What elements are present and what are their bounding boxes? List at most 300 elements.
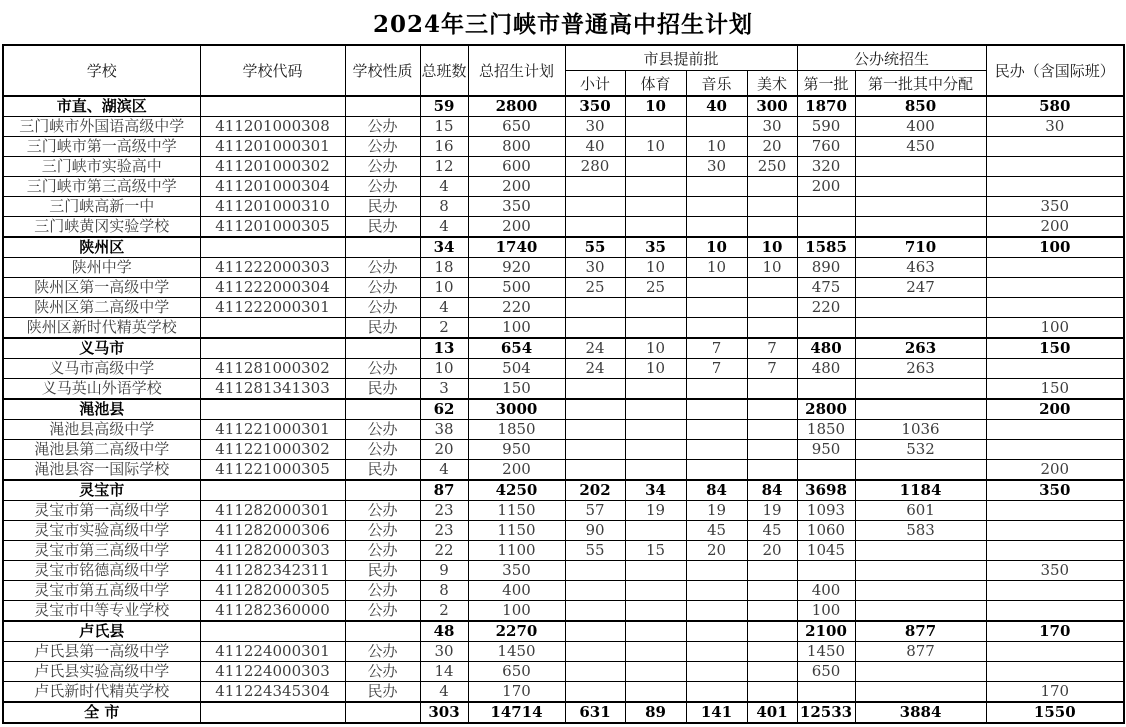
- cell-school-nature: 公办: [345, 601, 420, 622]
- cell-early-art: 30: [747, 117, 797, 137]
- cell-first-batch: 760: [797, 137, 855, 157]
- cell-private: [986, 278, 1124, 298]
- cell-early-music: [686, 642, 747, 662]
- cell-total-plan: 100: [468, 601, 565, 622]
- cell-early-music: [686, 197, 747, 217]
- cell-early-music: 10: [686, 258, 747, 278]
- cell-total-classes: 23: [420, 521, 468, 541]
- cell-school-name: 三门峡市实验高中: [3, 157, 200, 177]
- cell-early-music: [686, 379, 747, 400]
- cell-school-nature: [345, 237, 420, 258]
- cell-early-subtotal: [565, 217, 625, 238]
- cell-early-sports: 25: [625, 278, 686, 298]
- cell-school-code: 411221000301: [200, 420, 345, 440]
- cell-school-name: 陕州区第一高级中学: [3, 278, 200, 298]
- cell-total-plan: 3000: [468, 399, 565, 420]
- cell-early-subtotal: [565, 662, 625, 682]
- cell-early-subtotal: 55: [565, 237, 625, 258]
- cell-private: 100: [986, 318, 1124, 339]
- cell-total-plan: 600: [468, 157, 565, 177]
- col-header-first-batch-allocated: 第一批其中分配: [855, 71, 986, 97]
- cell-early-subtotal: 55: [565, 541, 625, 561]
- cell-school-nature: [345, 96, 420, 117]
- cell-total-classes: 4: [420, 177, 468, 197]
- cell-private: [986, 662, 1124, 682]
- cell-private: 30: [986, 117, 1124, 137]
- col-header-early-sports: 体育: [625, 71, 686, 97]
- cell-total-classes: 48: [420, 621, 468, 642]
- cell-total-classes: 22: [420, 541, 468, 561]
- cell-school-code: 411221000302: [200, 440, 345, 460]
- cell-early-sports: [625, 177, 686, 197]
- cell-early-sports: [625, 318, 686, 339]
- cell-early-subtotal: 202: [565, 480, 625, 501]
- section-row: [3, 237, 1124, 258]
- school-row: [3, 501, 1124, 521]
- cell-early-sports: [625, 117, 686, 137]
- cell-early-art: [747, 460, 797, 481]
- cell-early-subtotal: 24: [565, 338, 625, 359]
- cell-school-nature: 公办: [345, 521, 420, 541]
- cell-total-classes: 30: [420, 642, 468, 662]
- cell-total-plan: 200: [468, 217, 565, 238]
- cell-first-batch-allocated: [855, 460, 986, 481]
- col-header-total-classes: 总班数: [420, 45, 468, 96]
- school-row: [3, 137, 1124, 157]
- cell-early-subtotal: [565, 318, 625, 339]
- cell-private: [986, 440, 1124, 460]
- cell-total-classes: 62: [420, 399, 468, 420]
- cell-school-code: 411201000302: [200, 157, 345, 177]
- cell-early-sports: 10: [625, 96, 686, 117]
- cell-private: [986, 359, 1124, 379]
- cell-school-code: 411201000310: [200, 197, 345, 217]
- cell-early-subtotal: 30: [565, 117, 625, 137]
- cell-first-batch-allocated: 450: [855, 137, 986, 157]
- cell-early-music: 45: [686, 521, 747, 541]
- cell-early-music: 7: [686, 338, 747, 359]
- school-row: [3, 117, 1124, 137]
- cell-school-name: 三门峡高新一中: [3, 197, 200, 217]
- cell-private: [986, 258, 1124, 278]
- cell-early-sports: [625, 621, 686, 642]
- cell-first-batch-allocated: [855, 541, 986, 561]
- cell-school-code: 411224000301: [200, 642, 345, 662]
- cell-total-classes: 9: [420, 561, 468, 581]
- cell-early-sports: [625, 581, 686, 601]
- cell-early-sports: [625, 399, 686, 420]
- col-header-early-art: 美术: [747, 71, 797, 97]
- cell-early-sports: [625, 217, 686, 238]
- cell-total-classes: 59: [420, 96, 468, 117]
- cell-early-art: 20: [747, 137, 797, 157]
- cell-school-nature: [345, 399, 420, 420]
- cell-early-music: [686, 561, 747, 581]
- cell-first-batch: 950: [797, 440, 855, 460]
- cell-total-classes: 10: [420, 278, 468, 298]
- col-header-school-nature: 学校性质: [345, 45, 420, 96]
- cell-early-art: 20: [747, 541, 797, 561]
- cell-school-name: 市直、湖滨区: [3, 96, 200, 117]
- cell-school-name: 义马市高级中学: [3, 359, 200, 379]
- cell-total-classes: 12: [420, 157, 468, 177]
- cell-school-name: 三门峡市第三高级中学: [3, 177, 200, 197]
- cell-school-code: 411282000306: [200, 521, 345, 541]
- cell-school-name: 灵宝市第三高级中学: [3, 541, 200, 561]
- cell-first-batch-allocated: [855, 157, 986, 177]
- cell-early-music: [686, 177, 747, 197]
- cell-school-name: 灵宝市实验高级中学: [3, 521, 200, 541]
- col-header-first-batch: 第一批: [797, 71, 855, 97]
- cell-total-plan: 650: [468, 117, 565, 137]
- cell-total-classes: 38: [420, 420, 468, 440]
- cell-first-batch: 12533: [797, 702, 855, 723]
- cell-early-subtotal: 40: [565, 137, 625, 157]
- cell-school-code: 411222000304: [200, 278, 345, 298]
- cell-total-plan: 1100: [468, 541, 565, 561]
- cell-total-plan: 100: [468, 318, 565, 339]
- cell-total-classes: 2: [420, 601, 468, 622]
- cell-first-batch: 1870: [797, 96, 855, 117]
- col-group-early-batch: 市县提前批: [565, 45, 797, 71]
- cell-school-code: 411201000305: [200, 217, 345, 238]
- cell-total-classes: 4: [420, 682, 468, 703]
- cell-total-classes: 15: [420, 117, 468, 137]
- cell-early-art: 10: [747, 237, 797, 258]
- cell-total-plan: 200: [468, 177, 565, 197]
- cell-early-music: 84: [686, 480, 747, 501]
- cell-early-sports: [625, 197, 686, 217]
- cell-early-sports: 19: [625, 501, 686, 521]
- table-body: [3, 96, 1124, 723]
- cell-school-code: [200, 621, 345, 642]
- cell-first-batch: [797, 682, 855, 703]
- cell-early-subtotal: 280: [565, 157, 625, 177]
- cell-first-batch-allocated: 1184: [855, 480, 986, 501]
- cell-early-subtotal: 90: [565, 521, 625, 541]
- page-title: 2024年三门峡市普通高中招生计划: [372, 11, 753, 38]
- cell-total-plan: 1740: [468, 237, 565, 258]
- cell-first-batch-allocated: 400: [855, 117, 986, 137]
- table-header: [3, 45, 1124, 96]
- cell-private: 150: [986, 379, 1124, 400]
- cell-school-name: 义马英山外语学校: [3, 379, 200, 400]
- cell-school-nature: 民办: [345, 217, 420, 238]
- school-row: [3, 157, 1124, 177]
- cell-early-subtotal: [565, 601, 625, 622]
- cell-early-art: 45: [747, 521, 797, 541]
- school-row: [3, 217, 1124, 238]
- cell-private: 200: [986, 460, 1124, 481]
- cell-first-batch-allocated: [855, 298, 986, 318]
- cell-early-music: 10: [686, 137, 747, 157]
- cell-early-music: [686, 621, 747, 642]
- cell-total-classes: 4: [420, 298, 468, 318]
- cell-total-classes: 8: [420, 197, 468, 217]
- cell-early-subtotal: [565, 621, 625, 642]
- cell-total-classes: 8: [420, 581, 468, 601]
- cell-private: 1550: [986, 702, 1124, 723]
- cell-first-batch-allocated: 710: [855, 237, 986, 258]
- cell-early-music: [686, 682, 747, 703]
- school-row: [3, 197, 1124, 217]
- cell-early-subtotal: [565, 177, 625, 197]
- cell-total-classes: 18: [420, 258, 468, 278]
- cell-first-batch-allocated: 850: [855, 96, 986, 117]
- cell-school-name: 灵宝市铭德高级中学: [3, 561, 200, 581]
- cell-private: [986, 157, 1124, 177]
- school-row: [3, 541, 1124, 561]
- cell-first-batch-allocated: [855, 318, 986, 339]
- cell-school-nature: 民办: [345, 318, 420, 339]
- cell-school-name: 卢氏县实验高级中学: [3, 662, 200, 682]
- cell-school-code: [200, 237, 345, 258]
- cell-early-music: [686, 117, 747, 137]
- cell-private: [986, 541, 1124, 561]
- cell-private: 100: [986, 237, 1124, 258]
- cell-school-code: 411224345304: [200, 682, 345, 703]
- cell-school-code: 411201000304: [200, 177, 345, 197]
- school-row: [3, 318, 1124, 339]
- cell-private: 580: [986, 96, 1124, 117]
- cell-first-batch: 1850: [797, 420, 855, 440]
- cell-total-classes: 303: [420, 702, 468, 723]
- cell-early-subtotal: [565, 379, 625, 400]
- cell-early-music: 30: [686, 157, 747, 177]
- cell-early-art: [747, 399, 797, 420]
- cell-school-nature: 公办: [345, 581, 420, 601]
- cell-school-name: 灵宝市: [3, 480, 200, 501]
- cell-total-plan: 650: [468, 662, 565, 682]
- cell-early-sports: [625, 642, 686, 662]
- cell-school-name: 陕州区第二高级中学: [3, 298, 200, 318]
- section-row: [3, 621, 1124, 642]
- cell-first-batch-allocated: 532: [855, 440, 986, 460]
- cell-first-batch-allocated: 247: [855, 278, 986, 298]
- cell-first-batch-allocated: 601: [855, 501, 986, 521]
- cell-early-music: 40: [686, 96, 747, 117]
- cell-first-batch: 2800: [797, 399, 855, 420]
- cell-early-music: [686, 662, 747, 682]
- cell-school-nature: 公办: [345, 440, 420, 460]
- cell-first-batch: 650: [797, 662, 855, 682]
- cell-school-name: 全 市: [3, 702, 200, 723]
- cell-early-art: 7: [747, 359, 797, 379]
- cell-total-plan: 170: [468, 682, 565, 703]
- cell-school-name: 灵宝市第五高级中学: [3, 581, 200, 601]
- cell-school-name: 三门峡市第一高级中学: [3, 137, 200, 157]
- cell-total-plan: 1150: [468, 501, 565, 521]
- cell-total-classes: 4: [420, 460, 468, 481]
- cell-school-code: 411282360000: [200, 601, 345, 622]
- cell-private: [986, 501, 1124, 521]
- cell-first-batch-allocated: 463: [855, 258, 986, 278]
- cell-first-batch: 3698: [797, 480, 855, 501]
- cell-total-plan: 1450: [468, 642, 565, 662]
- cell-total-plan: 920: [468, 258, 565, 278]
- cell-early-subtotal: 24: [565, 359, 625, 379]
- cell-private: [986, 601, 1124, 622]
- cell-early-art: [747, 440, 797, 460]
- cell-total-classes: 2: [420, 318, 468, 339]
- cell-first-batch-allocated: [855, 217, 986, 238]
- cell-total-plan: 1850: [468, 420, 565, 440]
- cell-early-subtotal: 350: [565, 96, 625, 117]
- cell-private: [986, 420, 1124, 440]
- cell-early-art: [747, 298, 797, 318]
- cell-school-name: 陕州区: [3, 237, 200, 258]
- cell-early-music: 10: [686, 237, 747, 258]
- school-row: [3, 278, 1124, 298]
- cell-private: 200: [986, 217, 1124, 238]
- school-row: [3, 420, 1124, 440]
- cell-private: [986, 177, 1124, 197]
- cell-early-subtotal: 25: [565, 278, 625, 298]
- cell-early-sports: [625, 561, 686, 581]
- cell-early-music: 7: [686, 359, 747, 379]
- cell-school-nature: [345, 621, 420, 642]
- cell-school-name: 渑池县第二高级中学: [3, 440, 200, 460]
- cell-school-code: [200, 318, 345, 339]
- cell-school-name: 卢氏新时代精英学校: [3, 682, 200, 703]
- cell-school-nature: 公办: [345, 258, 420, 278]
- cell-first-batch: [797, 379, 855, 400]
- cell-first-batch-allocated: [855, 379, 986, 400]
- cell-total-classes: 4: [420, 217, 468, 238]
- cell-private: 350: [986, 561, 1124, 581]
- header-row-groups: [3, 45, 1124, 71]
- cell-first-batch-allocated: 877: [855, 642, 986, 662]
- cell-early-music: [686, 460, 747, 481]
- cell-first-batch: 1450: [797, 642, 855, 662]
- cell-school-code: 411201000308: [200, 117, 345, 137]
- cell-school-name: 三门峡市外国语高级中学: [3, 117, 200, 137]
- cell-first-batch: 475: [797, 278, 855, 298]
- cell-total-classes: 14: [420, 662, 468, 682]
- cell-first-batch-allocated: [855, 601, 986, 622]
- section-row: [3, 399, 1124, 420]
- cell-first-batch: 480: [797, 359, 855, 379]
- cell-early-art: [747, 662, 797, 682]
- cell-first-batch-allocated: [855, 177, 986, 197]
- cell-school-code: 411282342311: [200, 561, 345, 581]
- school-row: [3, 177, 1124, 197]
- cell-first-batch: [797, 561, 855, 581]
- cell-early-art: [747, 601, 797, 622]
- cell-first-batch: [797, 460, 855, 481]
- cell-early-music: [686, 217, 747, 238]
- school-row: [3, 682, 1124, 703]
- cell-early-sports: [625, 440, 686, 460]
- cell-early-sports: 10: [625, 359, 686, 379]
- cell-early-art: 300: [747, 96, 797, 117]
- cell-school-name: 渑池县高级中学: [3, 420, 200, 440]
- cell-school-nature: 民办: [345, 197, 420, 217]
- cell-school-code: 411281341303: [200, 379, 345, 400]
- cell-private: [986, 581, 1124, 601]
- col-header-private: 民办（含国际班）: [986, 45, 1124, 96]
- cell-total-classes: 23: [420, 501, 468, 521]
- cell-early-music: [686, 298, 747, 318]
- cell-first-batch-allocated: [855, 561, 986, 581]
- cell-school-name: 渑池县: [3, 399, 200, 420]
- cell-first-batch-allocated: [855, 682, 986, 703]
- school-row: [3, 642, 1124, 662]
- cell-early-subtotal: [565, 642, 625, 662]
- cell-school-code: [200, 702, 345, 723]
- cell-first-batch-allocated: 263: [855, 338, 986, 359]
- cell-total-plan: 14714: [468, 702, 565, 723]
- cell-school-nature: [345, 702, 420, 723]
- cell-first-batch: [797, 197, 855, 217]
- cell-school-code: 411221000305: [200, 460, 345, 481]
- cell-early-subtotal: [565, 581, 625, 601]
- cell-early-art: [747, 642, 797, 662]
- cell-school-nature: [345, 338, 420, 359]
- cell-school-name: 渑池县容一国际学校: [3, 460, 200, 481]
- cell-school-name: 灵宝市中等专业学校: [3, 601, 200, 622]
- cell-private: [986, 642, 1124, 662]
- school-row: [3, 460, 1124, 481]
- cell-school-code: 411224000303: [200, 662, 345, 682]
- section-row: [3, 702, 1124, 723]
- cell-school-nature: 公办: [345, 278, 420, 298]
- cell-early-sports: [625, 460, 686, 481]
- cell-early-sports: [625, 521, 686, 541]
- cell-early-sports: [625, 157, 686, 177]
- cell-private: 200: [986, 399, 1124, 420]
- cell-first-batch-allocated: [855, 197, 986, 217]
- cell-early-sports: [625, 379, 686, 400]
- school-row: [3, 561, 1124, 581]
- cell-school-nature: 公办: [345, 117, 420, 137]
- cell-school-code: 411282000301: [200, 501, 345, 521]
- school-row: [3, 359, 1124, 379]
- cell-first-batch: 200: [797, 177, 855, 197]
- cell-early-music: 20: [686, 541, 747, 561]
- cell-early-art: [747, 197, 797, 217]
- section-row: [3, 480, 1124, 501]
- cell-total-plan: 2800: [468, 96, 565, 117]
- cell-school-nature: 民办: [345, 561, 420, 581]
- cell-early-subtotal: 30: [565, 258, 625, 278]
- cell-early-art: [747, 318, 797, 339]
- cell-early-art: 7: [747, 338, 797, 359]
- cell-school-code: 411281000302: [200, 359, 345, 379]
- cell-total-plan: 200: [468, 460, 565, 481]
- school-row: [3, 258, 1124, 278]
- section-row: [3, 96, 1124, 117]
- cell-total-plan: 800: [468, 137, 565, 157]
- cell-first-batch-allocated: 1036: [855, 420, 986, 440]
- cell-early-sports: 10: [625, 137, 686, 157]
- cell-early-music: [686, 601, 747, 622]
- cell-total-plan: 150: [468, 379, 565, 400]
- cell-first-batch: 2100: [797, 621, 855, 642]
- cell-school-nature: 公办: [345, 177, 420, 197]
- cell-early-art: 250: [747, 157, 797, 177]
- cell-school-name: 灵宝市第一高级中学: [3, 501, 200, 521]
- cell-total-plan: 500: [468, 278, 565, 298]
- cell-first-batch-allocated: 263: [855, 359, 986, 379]
- school-row: [3, 581, 1124, 601]
- cell-total-classes: 34: [420, 237, 468, 258]
- cell-private: 350: [986, 197, 1124, 217]
- school-row: [3, 298, 1124, 318]
- cell-private: 150: [986, 338, 1124, 359]
- cell-early-sports: 89: [625, 702, 686, 723]
- cell-first-batch: 1585: [797, 237, 855, 258]
